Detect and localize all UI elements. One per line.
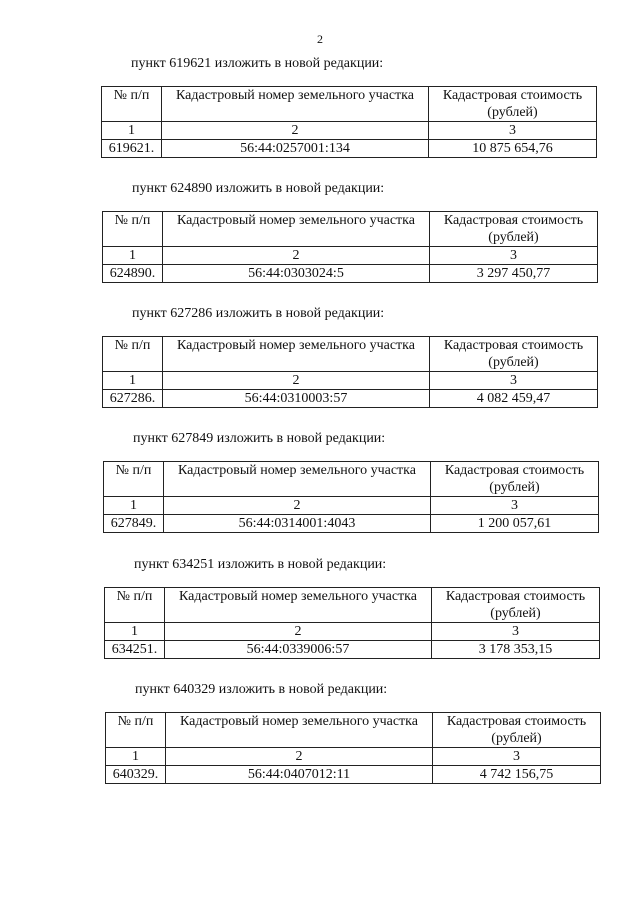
header-cadastral: Кадастровый номер земельного участка (163, 337, 430, 372)
table-row (103, 390, 598, 408)
table-header-row (105, 588, 600, 623)
table-index-row (102, 122, 597, 140)
header-num: № п/п (105, 588, 165, 623)
page-number: 2 (317, 32, 323, 46)
index-cell: 3 (432, 623, 600, 641)
table-index-row (103, 247, 598, 265)
header-cost: Кадастровая стоимость (рублей) (433, 713, 601, 748)
row-cost: 3 297 450,77 (430, 265, 598, 283)
index-cell: 2 (162, 122, 429, 140)
row-cost: 3 178 353,15 (432, 641, 600, 659)
table-header-row (103, 212, 598, 247)
index-cell: 2 (165, 623, 432, 641)
index-cell: 1 (104, 497, 164, 515)
index-cell: 1 (103, 247, 163, 265)
cadastral-table (105, 712, 601, 784)
header-num: № п/п (106, 713, 166, 748)
row-cadastral: 56:44:0339006:57 (165, 641, 432, 659)
row-num: 627286. (103, 390, 163, 408)
row-num: 619621. (102, 140, 162, 158)
cadastral-table (101, 86, 597, 158)
header-cost: Кадастровая стоимость (рублей) (431, 462, 599, 497)
row-cadastral: 56:44:0407012:11 (166, 766, 433, 784)
section-1 (101, 55, 597, 158)
index-cell: 2 (163, 372, 430, 390)
header-num: № п/п (103, 337, 163, 372)
header-cost: Кадастровая стоимость (рублей) (430, 212, 598, 247)
cadastral-table (103, 461, 599, 533)
section-5 (104, 556, 600, 659)
index-cell: 1 (105, 623, 165, 641)
table-header-row (103, 337, 598, 372)
table-row (102, 140, 597, 158)
header-cadastral: Кадастровый номер земельного участка (164, 462, 431, 497)
header-cost: Кадастровая стоимость (рублей) (432, 588, 600, 623)
table-index-row (105, 623, 600, 641)
header-cost: Кадастровая стоимость (рублей) (429, 87, 597, 122)
cadastral-table (104, 587, 600, 659)
row-num: 624890. (103, 265, 163, 283)
header-num: № п/п (103, 212, 163, 247)
table-header-row (104, 462, 599, 497)
index-cell: 2 (163, 247, 430, 265)
index-cell: 3 (430, 372, 598, 390)
index-cell: 1 (103, 372, 163, 390)
row-num: 640329. (106, 766, 166, 784)
section-heading: пункт 627849 изложить в новой редакции: (133, 431, 386, 446)
index-cell: 3 (429, 122, 597, 140)
index-cell: 2 (164, 497, 431, 515)
row-cadastral: 56:44:0303024:5 (163, 265, 430, 283)
table-header-row (106, 713, 601, 748)
header-cadastral: Кадастровый номер земельного участка (166, 713, 433, 748)
table-row (104, 515, 599, 533)
row-cost: 4 082 459,47 (430, 390, 598, 408)
row-cost: 10 875 654,76 (429, 140, 597, 158)
table-index-row (106, 748, 601, 766)
index-cell: 3 (430, 247, 598, 265)
cadastral-table (102, 211, 598, 283)
section-2 (102, 180, 598, 283)
section-heading: пункт 634251 изложить в новой редакции: (134, 557, 387, 572)
header-num: № п/п (104, 462, 164, 497)
section-heading: пункт 640329 изложить в новой редакции: (135, 682, 388, 697)
header-cadastral: Кадастровый номер земельного участка (162, 87, 429, 122)
table-index-row (103, 372, 598, 390)
section-heading: пункт 627286 изложить в новой редакции: (132, 306, 385, 321)
row-cost: 4 742 156,75 (433, 766, 601, 784)
index-cell: 3 (431, 497, 599, 515)
index-cell: 3 (433, 748, 601, 766)
section-4 (103, 430, 599, 533)
index-cell: 1 (102, 122, 162, 140)
header-cost: Кадастровая стоимость (рублей) (430, 337, 598, 372)
header-num: № п/п (102, 87, 162, 122)
section-3 (102, 305, 598, 408)
table-row (105, 641, 600, 659)
header-cadastral: Кадастровый номер земельного участка (165, 588, 432, 623)
table-row (106, 766, 601, 784)
section-heading: пункт 619621 изложить в новой редакции: (131, 56, 384, 71)
table-index-row (104, 497, 599, 515)
cadastral-table (102, 336, 598, 408)
section-6 (105, 681, 601, 784)
row-num: 627849. (104, 515, 164, 533)
header-cadastral: Кадастровый номер земельного участка (163, 212, 430, 247)
index-cell: 2 (166, 748, 433, 766)
row-cadastral: 56:44:0257001:134 (162, 140, 429, 158)
table-row (103, 265, 598, 283)
row-cadastral: 56:44:0314001:4043 (164, 515, 431, 533)
row-cadastral: 56:44:0310003:57 (163, 390, 430, 408)
table-header-row (102, 87, 597, 122)
row-num: 634251. (105, 641, 165, 659)
section-heading: пункт 624890 изложить в новой редакции: (132, 181, 385, 196)
row-cost: 1 200 057,61 (431, 515, 599, 533)
index-cell: 1 (106, 748, 166, 766)
